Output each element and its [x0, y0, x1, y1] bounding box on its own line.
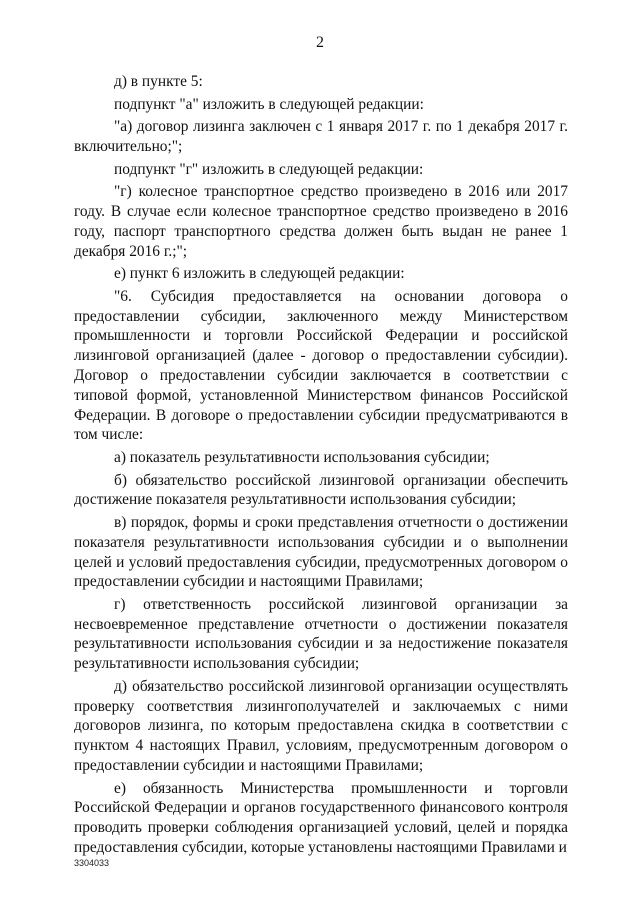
paragraph: д) в пункте 5: — [114, 73, 203, 90]
paragraph: е) пункт 6 изложить в следующей редакции: — [114, 265, 405, 283]
document-body — [74, 72, 568, 861]
paragraph: д) обязательство российской лизинговой организации осуществлять проверку соответствия лизингополучателей и заключаемых с ними договоров лизинга, по которым предоставлена скидка в соответствии с пунктом 4 настоящих Правил, условиям, предусмотренным договором о предоставлении субсидии и настоящими Правилами; — [74, 677, 568, 775]
document-code: 3304033 — [74, 858, 110, 868]
paragraph: б) обязательство российской лизинговой организации обеспечить достижение показателя результативности использования субсидии; — [74, 471, 568, 509]
paragraph: "г) колесное транспортное средство произведено в 2016 или 2017 году. В случае если колесное транспортное средство произведено в 2016 году, паспорт транспортного средства должен быть выдан не ранее 1 декабря 2016 г.;"; — [74, 183, 568, 260]
paragraph: подпункт "а" изложить в следующей редакции: — [114, 95, 424, 113]
paragraph: г) ответственность российской лизинговой организации за несвоевременное представление отчетности о достижении показателя результативности использования субсидии и за недостижение показателя результативности использования субсидии; — [74, 595, 568, 673]
paragraph: "а) договор лизинга заключен с 1 января 2017 г. по 1 декабря 2017 г. включительно;"; — [74, 118, 568, 155]
paragraph: в) порядок, формы и сроки представления отчетности о достижении показателя результативности использования субсидии и о выполнении целей и условий предоставления субсидии, предусмотренных договором о предоставлении субсидии и настоящими Правилами; — [74, 513, 568, 591]
page-number: 2 — [316, 34, 324, 51]
paragraph: а) показатель результативности использования субсидии; — [114, 448, 490, 466]
paragraph: "6. Субсидия предоставляется на основании договора о предоставлении субсидии, заключенного между Министерством промышленности и торговли Российской Федерации и российской лизинговой организацией (далее - договор о предоставлении субсидии). Договор о предоставлении субсидии заключается в соответствии с типовой формой, установленной Министерством финансов Российской Федерации. В договоре о предоставлении субсидии предусматриваются в том числе: — [74, 287, 568, 444]
paragraph: подпункт "г" изложить в следующей редакции: — [114, 160, 424, 178]
paragraph: е) обязанность Министерства промышленности и торговли Российской Федерации и органов государственного финансового контроля проводить проверки соблюдения организацией условий, целей и порядка предоставления субсидии, которые установлены настоящими Правилами и — [74, 779, 568, 857]
